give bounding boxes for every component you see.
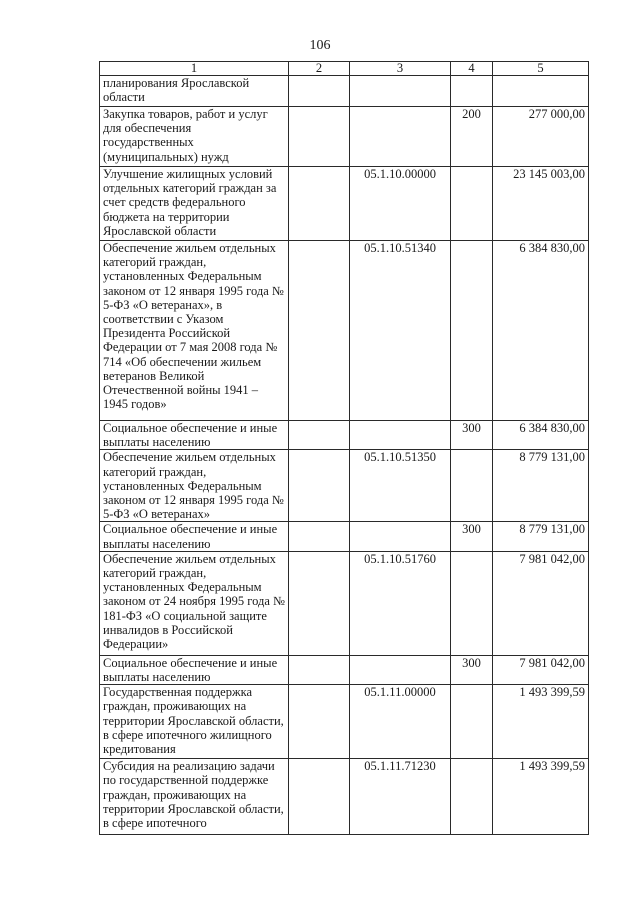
row-type-cell xyxy=(451,551,493,655)
row-amount-cell: 23 145 003,00 xyxy=(493,167,589,241)
row-col2-cell xyxy=(289,421,350,450)
column-header: 5 xyxy=(493,62,589,76)
row-code-cell: 05.1.10.51340 xyxy=(350,241,451,421)
row-col2-cell xyxy=(289,241,350,421)
row-code-cell: 05.1.11.71230 xyxy=(350,759,451,835)
row-amount-cell: 7 981 042,00 xyxy=(493,551,589,655)
row-col2-cell xyxy=(289,522,350,551)
row-code-cell xyxy=(350,655,451,684)
row-name-cell: Социальное обеспечение и иные выплаты населению xyxy=(100,522,289,551)
row-col2-cell xyxy=(289,167,350,241)
table-row xyxy=(100,551,589,655)
row-name-cell: Субсидия на реализацию задачи по государственной поддержке граждан, проживающих на территории Ярославской области, в сфере ипотечного xyxy=(100,759,289,835)
row-name-cell: Обеспечение жильем отдельных категорий граждан, установленных Федеральным законом от 12 января 1995 года № 5-ФЗ «О ветеранах» xyxy=(100,450,289,522)
row-type-cell xyxy=(451,450,493,522)
column-header: 1 xyxy=(100,62,289,76)
column-header: 3 xyxy=(350,62,451,76)
row-amount-cell: 6 384 830,00 xyxy=(493,241,589,421)
row-col2-cell xyxy=(289,107,350,167)
row-code-cell xyxy=(350,421,451,450)
table-row xyxy=(100,450,589,522)
row-type-cell: 300 xyxy=(451,655,493,684)
table-row xyxy=(100,107,589,167)
row-name-cell: Государственная поддержка граждан, проживающих на территории Ярославской области, в сфере ипотечного жилищного кредитования xyxy=(100,685,289,759)
row-col2-cell xyxy=(289,759,350,835)
row-type-cell: 200 xyxy=(451,107,493,167)
row-name-cell: Улучшение жилищных условий отдельных категорий граждан за счет средств федерального бюджета на территории Ярославской области xyxy=(100,167,289,241)
row-col2-cell xyxy=(289,551,350,655)
row-amount-cell: 1 493 399,59 xyxy=(493,685,589,759)
row-code-cell: 05.1.11.00000 xyxy=(350,685,451,759)
table-header-row xyxy=(100,62,589,76)
row-amount-cell: 7 981 042,00 xyxy=(493,655,589,684)
row-name-cell: Закупка товаров, работ и услуг для обеспечения государственных (муниципальных) нужд xyxy=(100,107,289,167)
row-name-cell: Обеспечение жильем отдельных категорий граждан, установленных Федеральным законом от 12 января 1995 года № 5-ФЗ «О ветеранах», в соответствии с Указом Президента Российской Федерации от 7 мая 2008 года № 714 «Об обеспечении жильем ветеранов Великой Отечественной войны 1941 – 1945 годов» xyxy=(100,241,289,421)
table-row xyxy=(100,522,589,551)
row-name-cell: планирования Ярославской области xyxy=(100,76,289,107)
row-code-cell: 05.1.10.51350 xyxy=(350,450,451,522)
row-name-cell: Обеспечение жильем отдельных категорий граждан, установленных Федеральным законом от 24 ноября 1995 года № 181-ФЗ «О социальной защите инвалидов в Российской Федерации» xyxy=(100,551,289,655)
table-row xyxy=(100,655,589,684)
row-name-cell: Социальное обеспечение и иные выплаты населению xyxy=(100,655,289,684)
row-code-cell xyxy=(350,107,451,167)
row-code-cell xyxy=(350,76,451,107)
row-amount-cell: 277 000,00 xyxy=(493,107,589,167)
table-row xyxy=(100,167,589,241)
row-amount-cell: 6 384 830,00 xyxy=(493,421,589,450)
table-row xyxy=(100,759,589,835)
row-code-cell xyxy=(350,522,451,551)
row-amount-cell: 1 493 399,59 xyxy=(493,759,589,835)
table-row xyxy=(100,241,589,421)
row-type-cell: 300 xyxy=(451,421,493,450)
table-row xyxy=(100,76,589,107)
row-name-cell: Социальное обеспечение и иные выплаты населению xyxy=(100,421,289,450)
row-amount-cell: 8 779 131,00 xyxy=(493,522,589,551)
row-type-cell xyxy=(451,76,493,107)
row-amount-cell: 8 779 131,00 xyxy=(493,450,589,522)
table-row xyxy=(100,421,589,450)
row-code-cell: 05.1.10.00000 xyxy=(350,167,451,241)
column-header: 2 xyxy=(289,62,350,76)
row-col2-cell xyxy=(289,76,350,107)
row-type-cell xyxy=(451,241,493,421)
row-col2-cell xyxy=(289,450,350,522)
row-type-cell xyxy=(451,685,493,759)
row-amount-cell xyxy=(493,76,589,107)
page-number: 106 xyxy=(309,38,331,53)
budget-table xyxy=(99,61,589,835)
row-code-cell: 05.1.10.51760 xyxy=(350,551,451,655)
row-type-cell xyxy=(451,167,493,241)
column-header: 4 xyxy=(451,62,493,76)
row-type-cell: 300 xyxy=(451,522,493,551)
row-col2-cell xyxy=(289,655,350,684)
table-row xyxy=(100,685,589,759)
row-col2-cell xyxy=(289,685,350,759)
row-type-cell xyxy=(451,759,493,835)
